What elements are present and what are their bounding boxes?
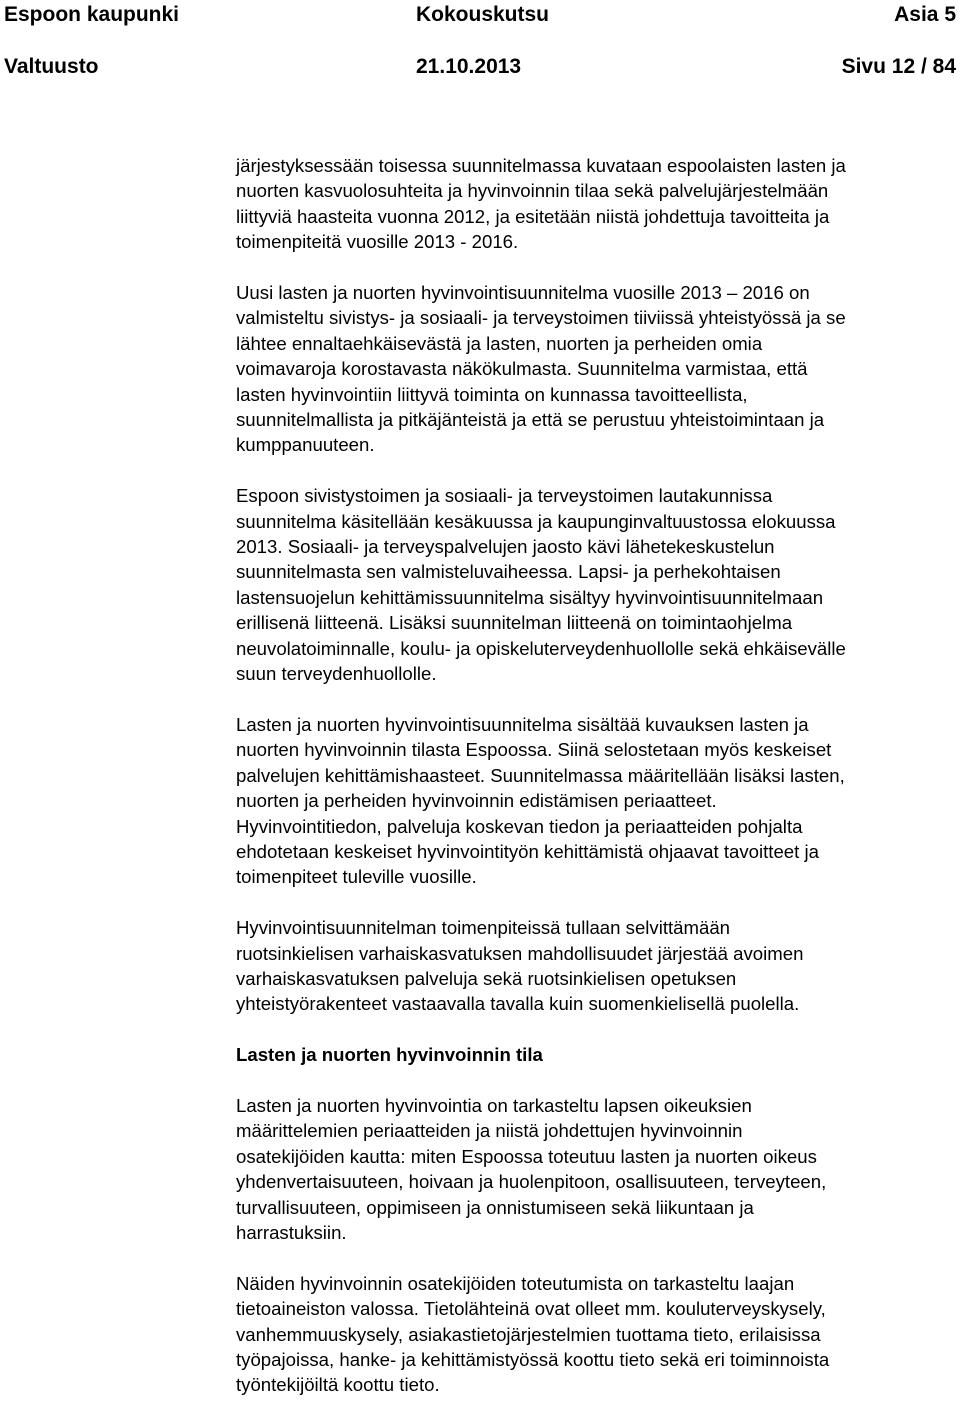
document-body — [236, 153, 958, 1423]
paragraph-7: Näiden hyvinvoinnin osatekijöiden toteutumista on tarkasteltu laajan tietoaineiston valossa. Tietolähteinä ovat olleet mm. kouluterveyskysely, vanhemmuuskysely, asiakastietojärjestelmien tuottama tieto, erilaisissa työpajoissa, hanke- ja kehittämistyössä koottu tieto sekä eri toiminnoista työntekijöiltä koottu tieto. — [236, 1272, 830, 1396]
meeting-date: 21.10.2013 — [416, 55, 522, 78]
paragraph-5: Hyvinvointisuunnitelman toimenpiteissä tullaan selvittämään ruotsinkielisen varhaiskasvatuksen mahdollisuudet järjestää avoimen varhaiskasvatuksen palveluja sekä ruotsinkielisen opetuksen yhteistyörakenteet vastaavalla tavalla kuin suomenkielisellä puolella. — [236, 917, 804, 1015]
paragraph-2: Uusi lasten ja nuorten hyvinvointisuunnitelma vuosille 2013 – 2016 on valmisteltu sivistys- ja sosiaali- ja terveystoimen tiiviissä yhteistyössä ja se lähtee ennaltaehkäisevästä ja lasten, nuorten ja perheiden omia voimavaroja korostavasta näkökulmasta. Suunnitelma varmistaa, että lasten hyvinvointiin liittyvä toiminta on kunnassa tavoitteellista, suunnitelmallista ja pitkäjänteistä ja että se perustuu yhteistoimintaan ja kumppanuuteen. — [236, 282, 846, 456]
paragraph-6: Lasten ja nuorten hyvinvointia on tarkasteltu lapsen oikeuksien määrittelemien periaatteiden ja niistä johdettujen hyvinvoinnin osatekijöiden kautta: miten Espoossa toteutuu lasten ja nuorten oikeus yhdenvertaisuuteen, hoivaan ja huolenpitoon, osallisuuteen, terveyteen, turvallisuuteen, oppimiseen ja onnistumiseen sekä liikuntaan ja harrastuksiin. — [236, 1094, 827, 1243]
page-header-row-1 — [0, 0, 960, 30]
paragraph-1: järjestyksessään toisessa suunnitelmassa kuvataan espoolaisten lasten ja nuorten kasvuolosuhteita ja hyvinvoinnin tilaa sekä palvelujärjestelmään liittyviä haasteita vuonna 2012, ja esitetään niistä johdettuja tavoitteita ja toimenpiteitä vuosille 2013 - 2016. — [236, 155, 846, 253]
body-name: Valtuusto — [4, 55, 99, 78]
paragraph-3: Espoon sivistystoimen ja sosiaali- ja terveystoimen lautakunnissa suunnitelma käsitellään kesäkuussa ja kaupunginvaltuustossa elokuussa 2013. Sosiaali- ja terveyspalvelujen jaosto kävi lähetekeskustelun suunnitelmasta sen valmisteluvaiheessa. Lapsi- ja perhekohtaisen lastensuojelun kehittämissuunnitelma sisältyy hyvinvointisuunnitelmaan erillisenä liitteenä. Lisäksi suunnitelman liitteenä on toimintaohjelma neuvolatoiminnalle, koulu- ja opiskeluterveydenhuollolle sekä ehkäisevälle suun terveydenhuollolle. — [236, 485, 846, 685]
organization-name: Espoon kaupunki — [4, 3, 180, 26]
page-number: Sivu 12 / 84 — [841, 55, 956, 78]
section-heading: Lasten ja nuorten hyvinvoinnin tila — [236, 1044, 543, 1066]
page-header-row-2 — [0, 52, 960, 82]
document-type: Kokouskutsu — [416, 3, 550, 26]
paragraph-4: Lasten ja nuorten hyvinvointisuunnitelma sisältää kuvauksen lasten ja nuorten hyvinvoinnin tilasta Espoossa. Siinä selostetaan myös keskeiset palvelujen kehittämishaasteet. Suunnitelmassa määritellään lisäksi lasten, nuorten ja perheiden hyvinvoinnin edistämisen periaatteet. Hyvinvointitiedon, palveluja koskevan tiedon ja periaatteiden pohjalta ehdotetaan keskeiset hyvinvointityön kehittämistä ohjaavat tavoitteet ja toimenpiteet tuleville vuosille. — [236, 713, 845, 888]
agenda-item-number: Asia 5 — [894, 3, 956, 26]
